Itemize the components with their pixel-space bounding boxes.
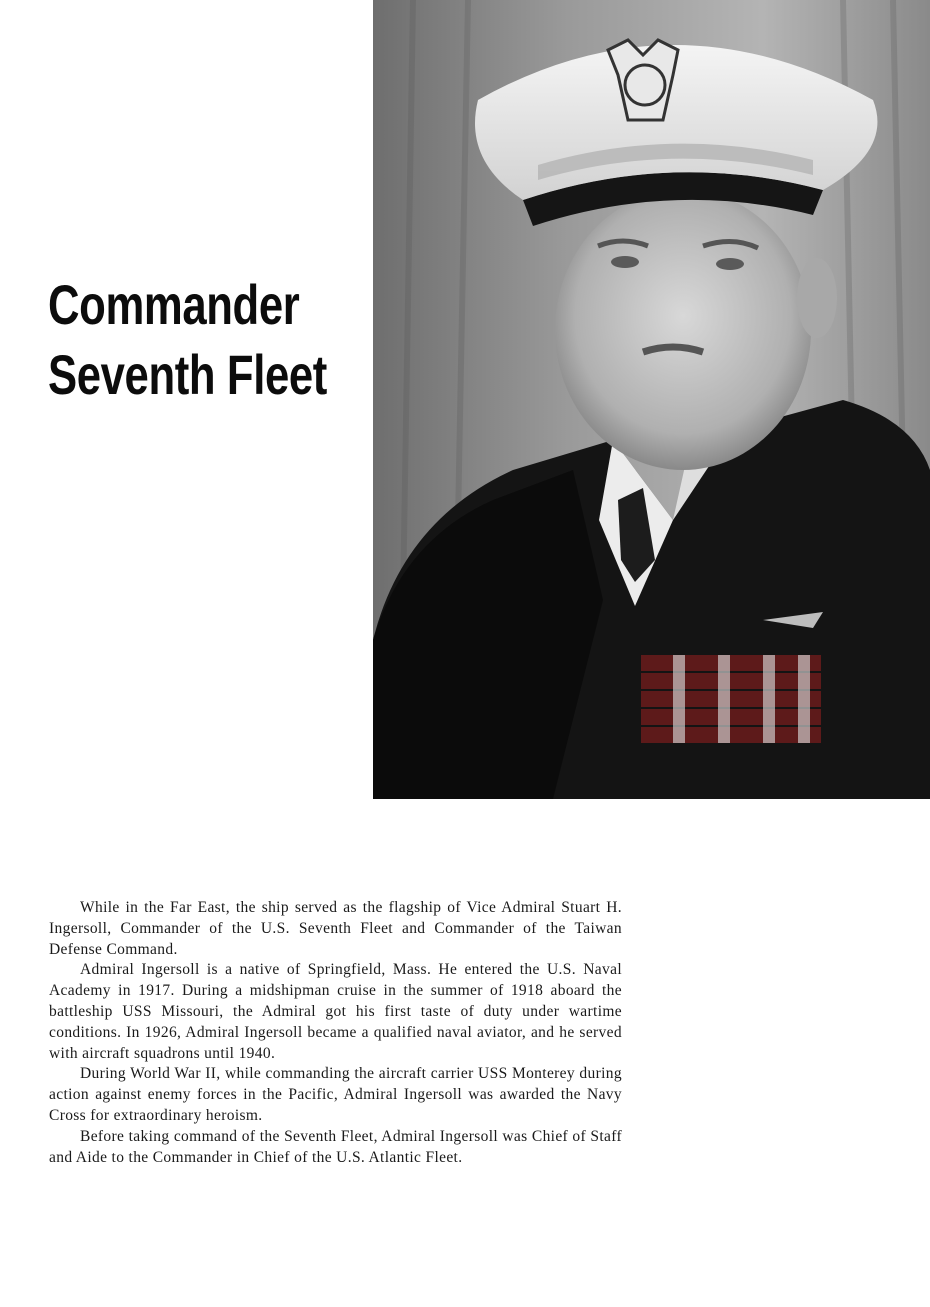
paragraph-2: Admiral Ingersoll is a native of Springfield, Mass. He entered the U.S. Naval Academy in 1917. During a midshipman cruise in the summer of 1918 aboard the battleship USS Missouri, the Admiral got his first taste of duty under wartime conditions. In 1926, Admiral Ingersoll became a qualified naval aviator, and he served with aircraft squadrons until 1940. [49,961,622,1062]
title-line-1: Commander [48,273,300,336]
admiral-portrait-photo [373,0,930,799]
page-title [48,270,327,410]
paragraph-1: While in the Far East, the ship served as the flagship of Vice Admiral Stuart H. Ingersoll, Commander of the U.S. Seventh Fleet and Commander of the Taiwan Defense Command. [49,899,622,958]
paragraph-4: Before taking command of the Seventh Fleet, Admiral Ingersoll was Chief of Staff and Aide to the Commander in Chief of the U.S. Atlantic Fleet. [49,1127,622,1166]
title-line-2: Seventh Fleet [48,343,327,406]
paragraph-3: During World War II, while commanding the aircraft carrier USS Monterey during action against enemy forces in the Pacific, Admiral Ingersoll was awarded the Navy Cross for extraordinary heroism. [49,1065,622,1124]
article-body [49,898,622,1168]
